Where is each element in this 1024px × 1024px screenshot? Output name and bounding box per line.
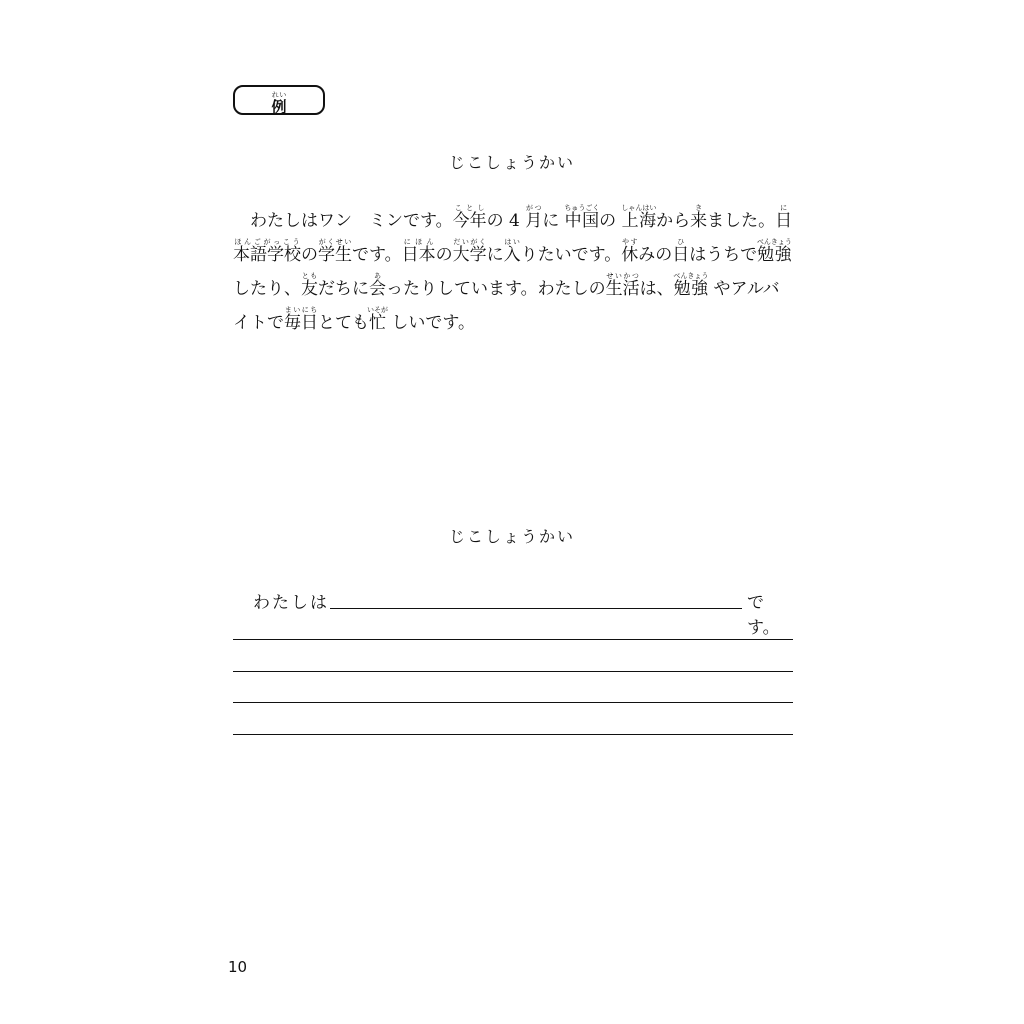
ruby-word (452, 238, 487, 265)
exercise-title: じこしょうかい (448, 527, 575, 546)
paragraph-text: はうちで (689, 245, 758, 265)
example-paragraph (233, 204, 793, 340)
ruby-word (318, 238, 352, 265)
ruby-reading: はい (503, 238, 521, 246)
exercise-first-line (233, 588, 793, 638)
ruby-word (756, 238, 792, 265)
writing-line[interactable] (233, 639, 793, 640)
ruby-reading: にほんごがっこう (233, 204, 793, 246)
writing-line[interactable] (233, 671, 793, 672)
paragraph-text: の (435, 245, 453, 265)
ruby-reading: にほん (401, 238, 436, 246)
ruby-word (673, 272, 709, 299)
ruby-base: 生活 (605, 279, 640, 299)
ruby-base: 大学 (452, 245, 487, 265)
ruby-base: 今年 (452, 211, 487, 231)
ruby-base: 学生 (318, 245, 352, 265)
ruby-word (284, 306, 318, 333)
ruby-word (503, 238, 521, 265)
ruby-reading: き (690, 204, 708, 212)
ruby-base: 休 (621, 245, 639, 265)
ruby-word (301, 272, 318, 299)
ruby-base: 勉強 (673, 279, 709, 299)
ruby-base: 日本 (401, 245, 436, 265)
paragraph-text: とても (318, 313, 369, 333)
ruby-reading: とも (301, 272, 318, 280)
ruby-reading: ことし (452, 204, 487, 212)
ruby-reading: あ (369, 272, 386, 280)
paragraph-text: ったりしています。わたしの (386, 279, 606, 299)
paragraph-text: しいです。 (386, 313, 476, 333)
exercise-suffix: です。 (747, 593, 780, 638)
page-number: 10 (228, 958, 248, 976)
ruby-word (401, 238, 436, 265)
ruby-base: 日本語学校 (233, 211, 793, 265)
ruby-reading: やす (621, 238, 639, 246)
ruby-base: 上海 (621, 211, 657, 231)
exercise-prefix: わたしは (253, 593, 329, 613)
ruby-word (367, 306, 388, 333)
ruby-word (452, 204, 487, 231)
paragraph-text: です。 (352, 245, 402, 265)
ruby-word (672, 238, 690, 265)
paragraph-text: ました。 (707, 211, 776, 231)
ruby-base: 中国 (564, 211, 600, 231)
ruby-word (564, 204, 600, 231)
paragraph-text: の 4 (486, 211, 526, 231)
paragraph-text: やアルバイトで (233, 279, 780, 333)
paragraph-text: したり、 (233, 279, 301, 299)
ruby-reading: べんきょう (673, 272, 709, 280)
ruby-base: 勉強 (756, 245, 792, 265)
ruby-word (605, 272, 640, 299)
ruby-word (369, 272, 386, 299)
paragraph-text: に (542, 211, 565, 231)
example-title: じこしょうかい (448, 153, 575, 172)
ruby-reading: ひ (672, 238, 690, 246)
example-label (271, 91, 287, 116)
name-blank[interactable] (330, 608, 742, 609)
ruby-base: 友 (301, 279, 318, 299)
paragraph-text: わたしはワン ミンです。 (250, 211, 453, 231)
writing-line[interactable] (233, 734, 793, 735)
paragraph-text: は、 (639, 279, 674, 299)
writing-line[interactable] (233, 702, 793, 703)
ruby-base: 毎日 (284, 313, 318, 333)
ruby-word (621, 204, 657, 231)
paragraph-text: だちに (318, 279, 369, 299)
ruby-reading: がくせい (318, 238, 352, 246)
ruby-word (525, 204, 543, 231)
ruby-reading: べんきょう (756, 238, 792, 246)
example-label-box (233, 85, 325, 115)
ruby-reading: ちゅうごく (564, 204, 600, 212)
ruby-base: 来 (690, 211, 708, 231)
paragraph-text: から (656, 211, 691, 231)
ruby-reading: いそが (367, 306, 388, 314)
ruby-reading: だいがく (452, 238, 487, 246)
paragraph-text: に (486, 245, 504, 265)
paragraph-text: の (301, 245, 318, 265)
ruby-word (621, 238, 639, 265)
paragraph-text: りたいです。 (520, 245, 622, 265)
ruby-base: 入 (503, 245, 521, 265)
ruby-base: 月 (525, 211, 543, 231)
paragraph-text: みの (638, 245, 673, 265)
ruby-word (690, 204, 708, 231)
ruby-reading: まいにち (284, 306, 318, 314)
ruby-reading: しゃんはい (621, 204, 657, 212)
ruby-base: 忙 (367, 313, 388, 333)
ruby-base: 日 (672, 245, 690, 265)
example-label-reading: れい (271, 91, 287, 99)
ruby-base: 会 (369, 279, 386, 299)
ruby-reading: がつ (525, 204, 543, 212)
example-label-kanji: 例 (271, 98, 287, 116)
ruby-reading: せいかつ (605, 272, 640, 280)
paragraph-text: の (599, 211, 622, 231)
